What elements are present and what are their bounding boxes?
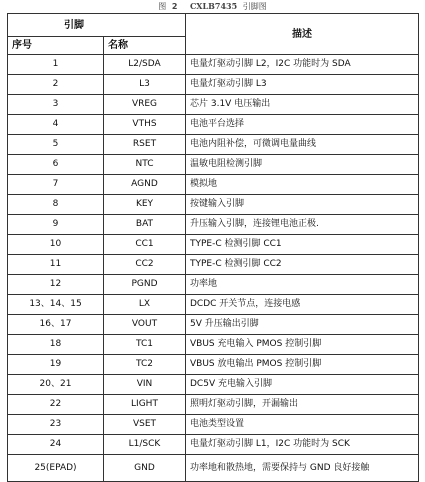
pin-number-cell: 12: [8, 275, 104, 295]
pin-name-cell: CC1: [104, 235, 186, 255]
pin-table-body: [8, 55, 419, 482]
pin-description-cell: 温敏电阻检测引脚: [186, 155, 419, 175]
pin-name-cell: RSET: [104, 135, 186, 155]
pin-number-cell: 20、21: [8, 375, 104, 395]
caption-part-number: CXLB7435: [189, 1, 238, 11]
pin-description-cell: 按键输入引脚: [186, 195, 419, 215]
header-pin-number: 序号: [8, 37, 104, 55]
table-row: [8, 275, 419, 295]
pin-name-cell: LIGHT: [104, 395, 186, 415]
pin-description-cell: 电池平台选择: [186, 115, 419, 135]
pin-name-cell: L1/SCK: [104, 435, 186, 455]
table-row: [8, 75, 419, 95]
pin-name-cell: L3: [104, 75, 186, 95]
pin-name-cell: L2/SDA: [104, 55, 186, 75]
pin-number-cell: 3: [8, 95, 104, 115]
table-row: [8, 315, 419, 335]
pin-number-cell: 11: [8, 255, 104, 275]
table-row: [8, 115, 419, 135]
pin-table: [7, 13, 419, 482]
pin-description-cell: TYPE-C 检测引脚 CC2: [186, 255, 419, 275]
table-row: [8, 135, 419, 155]
pin-number-cell: 22: [8, 395, 104, 415]
pin-name-cell: VTHS: [104, 115, 186, 135]
pin-description-cell: DCDC 开关节点，连接电感: [186, 295, 419, 315]
pin-number-cell: 23: [8, 415, 104, 435]
header-description: 描述: [186, 14, 419, 55]
table-row: [8, 195, 419, 215]
pin-description-cell: 升压输入引脚，连接锂电池正极.: [186, 215, 419, 235]
table-row: [8, 215, 419, 235]
pin-number-cell: 4: [8, 115, 104, 135]
pin-name-cell: NTC: [104, 155, 186, 175]
table-row: [8, 255, 419, 275]
pin-name-cell: VOUT: [104, 315, 186, 335]
pin-description-cell: 电量灯驱动引脚 L2，I2C 功能时为 SDA: [186, 55, 419, 75]
pin-description-cell: 5V 升压输出引脚: [186, 315, 419, 335]
pin-description-cell: DC5V 充电输入引脚: [186, 375, 419, 395]
table-row: [8, 295, 419, 315]
pin-description-cell: TYPE-C 检测引脚 CC1: [186, 235, 419, 255]
pin-description-cell: VBUS 放电输出 PMOS 控制引脚: [186, 355, 419, 375]
pin-name-cell: LX: [104, 295, 186, 315]
caption-figure-label: 图: [158, 2, 167, 11]
pin-number-cell: 9: [8, 215, 104, 235]
pin-description-cell: 电量灯驱动引脚 L1，I2C 功能时为 SCK: [186, 435, 419, 455]
pin-description-cell: 电池内阻补偿，可微调电量曲线: [186, 135, 419, 155]
pin-number-cell: 2: [8, 75, 104, 95]
table-row: [8, 95, 419, 115]
table-row: [8, 235, 419, 255]
pin-description-cell: 芯片 3.1V 电压输出: [186, 95, 419, 115]
pin-number-cell: 18: [8, 335, 104, 355]
pin-number-cell: 13、14、15: [8, 295, 104, 315]
table-row: [8, 375, 419, 395]
pin-name-cell: PGND: [104, 275, 186, 295]
pin-number-cell: 7: [8, 175, 104, 195]
pin-number-cell: 1: [8, 55, 104, 75]
caption-figure-number: 2: [171, 2, 178, 11]
pin-number-cell: 10: [8, 235, 104, 255]
caption-title: 引脚图: [242, 2, 267, 11]
header-pin-name: 名称: [104, 37, 186, 55]
pin-description-cell: 电池类型设置: [186, 415, 419, 435]
pin-name-cell: TC1: [104, 335, 186, 355]
pin-number-cell: 8: [8, 195, 104, 215]
table-row: [8, 435, 419, 455]
pin-name-cell: AGND: [104, 175, 186, 195]
table-row: [8, 175, 419, 195]
table-row: [8, 155, 419, 175]
pin-number-cell: 25(EPAD): [8, 455, 104, 482]
header-pin-group: 引脚: [8, 14, 186, 37]
pin-name-cell: BAT: [104, 215, 186, 235]
pin-name-cell: GND: [104, 455, 186, 482]
pin-name-cell: CC2: [104, 255, 186, 275]
pin-description-cell: VBUS 充电输入 PMOS 控制引脚: [186, 335, 419, 355]
table-row: [8, 395, 419, 415]
pin-description-cell: 功率地: [186, 275, 419, 295]
pin-name-cell: KEY: [104, 195, 186, 215]
header-row-top: [8, 14, 419, 37]
pin-number-cell: 5: [8, 135, 104, 155]
pin-description-cell: 模拟地: [186, 175, 419, 195]
pin-name-cell: VIN: [104, 375, 186, 395]
table-row: [8, 455, 419, 482]
pin-description-cell: 照明灯驱动引脚，开漏输出: [186, 395, 419, 415]
pin-description-cell: 电量灯驱动引脚 L3: [186, 75, 419, 95]
pin-number-cell: 24: [8, 435, 104, 455]
figure-caption: [0, 0, 425, 12]
table-row: [8, 355, 419, 375]
pin-name-cell: VSET: [104, 415, 186, 435]
pin-name-cell: TC2: [104, 355, 186, 375]
table-row: [8, 55, 419, 75]
pin-description-cell: 功率地和散热地，需要保持与 GND 良好接触: [186, 455, 419, 482]
table-row: [8, 335, 419, 355]
pin-number-cell: 6: [8, 155, 104, 175]
pin-name-cell: VREG: [104, 95, 186, 115]
pin-number-cell: 16、17: [8, 315, 104, 335]
pin-number-cell: 19: [8, 355, 104, 375]
table-row: [8, 415, 419, 435]
